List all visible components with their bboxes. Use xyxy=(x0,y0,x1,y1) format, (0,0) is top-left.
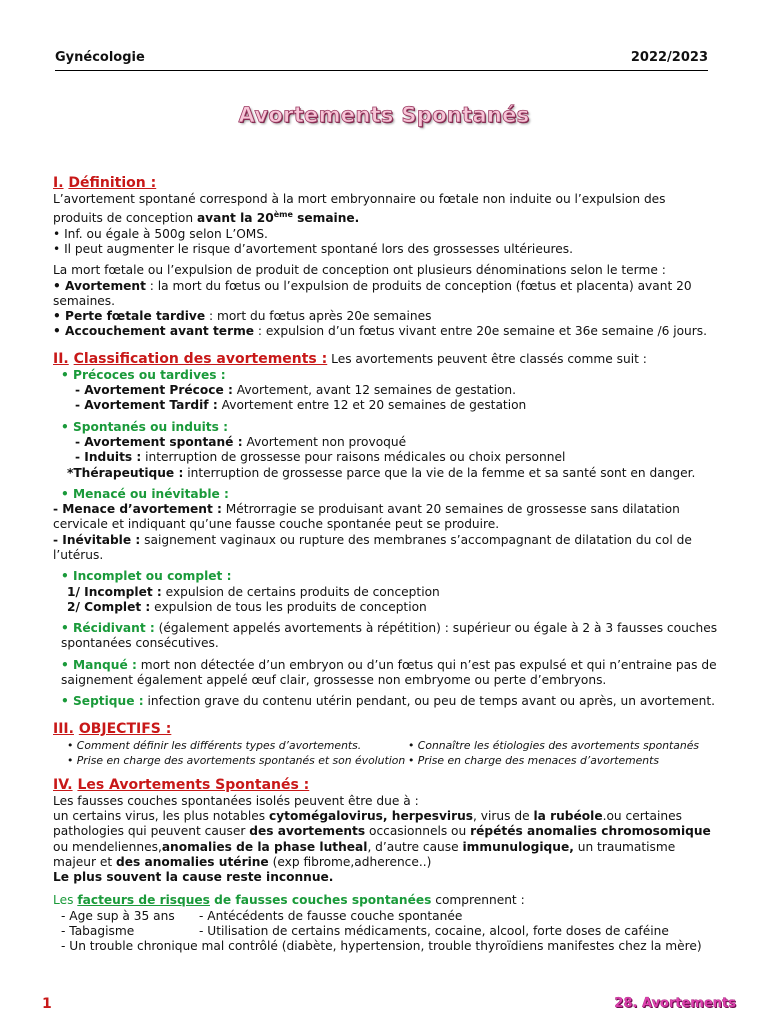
risk-row xyxy=(53,909,718,924)
causes-conclusion: Le plus souvent la cause reste inconnue. xyxy=(53,870,334,885)
risk-item: - Utilisation de certains médicaments, cocaine, alcool, forte doses de caféine xyxy=(199,924,669,939)
risk-item: - Antécédents de fausse couche spontanée xyxy=(199,908,463,923)
header-subject: Gynécologie xyxy=(55,50,145,65)
objectives-row xyxy=(53,753,718,768)
section-heading-classification: II. Classification des avortements : Les avortements peuvent être classés comme suit : xyxy=(53,350,647,367)
definition-bullet: • Il peut augmenter le risque d’avortement spontané lors des grossesses ultérieures. xyxy=(53,241,574,256)
denomination-item: • Avortement : la mort du fœtus ou l’expulsion de produits de conception (fœtus et placenta) avant 20 semaines. xyxy=(53,278,692,308)
page-header xyxy=(55,50,708,71)
class-item: - Avortement spontané : Avortement non provoqué xyxy=(75,434,407,449)
class-item-manque: • Manqué : mort non détectée d’un embryon ou d’un fœtus qui n’est pas expulsé et qui n’entraine pas de saignement également appelé œuf clair, grossesse non embryome ou perte d’embryons. xyxy=(61,657,717,688)
class-item: - Avortement Tardif : Avortement entre 12 et 20 semaines de gestation xyxy=(75,398,527,413)
section-heading-spontanes: IV. Les Avortements Spontanés : xyxy=(53,776,310,793)
denomination-item: • Perte fœtale tardive : mort du fœtus après 20e semaines xyxy=(53,309,432,324)
class-group-title: • Spontanés ou induits : xyxy=(61,419,228,434)
denomination-item: • Accouchement avant terme : expulsion d’un fœtus vivant entre 20e semaine et 36e semaine /6 jours. xyxy=(53,324,708,339)
objective-item: • Prise en charge des menaces d’avortements xyxy=(408,753,660,767)
class-item: - Induits : interruption de grossesse pour raisons médicales ou choix personnel xyxy=(75,450,566,465)
causes-intro: Les fausses couches spontanées isolés peuvent être due à : xyxy=(53,793,419,808)
class-item: *Thérapeutique : interruption de grossesse parce que la vie de la femme et sa santé sont en danger. xyxy=(67,465,696,480)
class-group-title: • Incomplet ou complet : xyxy=(61,569,232,584)
objective-item: • Comment définir les différents types d’avortements. xyxy=(67,738,362,752)
page-title: Avortements Spontanés xyxy=(238,103,530,127)
header-year: 2022/2023 xyxy=(630,50,708,65)
class-group-title: • Menacé ou inévitable : xyxy=(61,486,229,501)
denominations-intro: La mort fœtale ou l’expulsion de produit de conception ont plusieurs dénominations selon le terme : xyxy=(53,263,666,278)
class-item-septique: • Septique : infection grave du contenu utérin pendant, ou peu de temps avant ou après, un avortement. xyxy=(61,694,716,709)
main-content xyxy=(53,174,718,955)
class-item: 2/ Complet : expulsion de tous les produits de conception xyxy=(67,599,427,614)
section-heading-definition: I. Définition : xyxy=(53,175,157,191)
class-item: - Menace d’avortement : Métrorragie se produisant avant 20 semaines de grossesse sans dilatation cervicale et indiquant qu’une fausse couche spontanée peut se produire. xyxy=(53,502,680,532)
page-footer xyxy=(42,996,736,1016)
class-item: 1/ Incomplet : expulsion de certains produits de conception xyxy=(67,584,440,599)
risk-factors-intro: Les facteurs de risques de fausses couches spontanées comprennent : xyxy=(53,893,525,908)
section-heading-objectifs: III. OBJECTIFS : xyxy=(53,720,172,737)
risk-item: - Tabagisme xyxy=(61,924,135,939)
objective-item: • Prise en charge des avortements spontanés et son évolution xyxy=(67,753,406,767)
page-number: 1 xyxy=(42,996,52,1012)
class-item: - Inévitable : saignement vaginaux ou rupture des membranes s’accompagnant de dilatation du col de l’utérus. xyxy=(53,532,692,562)
definition-paragraph: L’avortement spontané correspond à la mort embryonnaire ou fœtale non induite ou l’expulsion des produits de conception avant la 20ème semaine. xyxy=(53,192,666,226)
class-item: - Avortement Précoce : Avortement, avant 12 semaines de gestation. xyxy=(75,383,517,398)
class-item-recidivant: • Récidivant : (également appelés avortements à répétition) : supérieur ou égale à 2 à 3 fausses couches spontanées consécutives. xyxy=(61,621,718,651)
causes-paragraph: un certains virus, les plus notables cytomégalovirus, herpesvirus, virus de la rubéole.ou certaines pathologies qui peuvent causer des avortements occasionnels ou répétés anomalies chromosomique ou mendeliennes,anomalies de la phase lutheal, d’autre cause immunulogique, un traumatisme majeur et des anomalies utérine (exp fibrome,adherence..) xyxy=(53,808,711,869)
risk-row xyxy=(53,924,718,939)
class-group-title: • Précoces ou tardives : xyxy=(61,367,226,382)
risk-item: - Age sup à 35 ans xyxy=(61,908,175,923)
chapter-tag: 28. Avortements xyxy=(614,996,736,1011)
objectives-row xyxy=(53,738,718,753)
objective-item: • Connaître les étiologies des avortements spontanés xyxy=(408,738,699,752)
risk-item: - Un trouble chronique mal contrôlé (diabète, hypertension, trouble thyroïdiens manifestes chez la mère) xyxy=(61,939,702,954)
definition-bullet: • Inf. ou égale à 500g selon L’OMS. xyxy=(53,226,268,241)
